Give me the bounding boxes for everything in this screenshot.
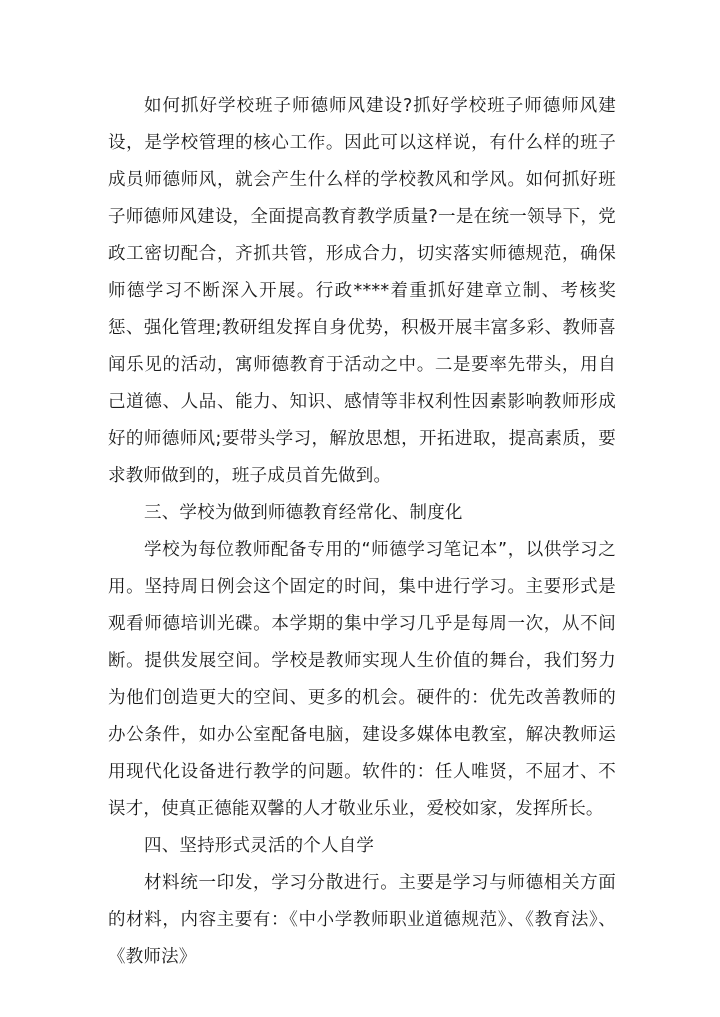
paragraph-section-4: 材料统一印发，学习分散进行。主要是学习与师德相关方面的材料，内容主要有：《中小学教师职业道德规范》、《教育法》、《教师法》 (108, 873, 616, 967)
section-heading-3: 三、学校为做到师德教育经常化、制度化 (144, 503, 463, 523)
document-page (108, 88, 616, 976)
paragraph-section-3: 学校为每位教师配备专用的“师德学习笔记本”，以供学习之用。坚持周日例会这个固定的时间，集中进行学习。主要形式是观看师德培训光碟。本学期的集中学习几乎是每周一次，从不间断。提供发展空间。学校是教师实现人生价值的舞台，我们努力为他们创造更大的空间、更多的机会。硬件的：优先改善教师的办公条件，如办公室配备电脑，建设多媒体电教室，解决教师运用现代化设备进行教学的问题。软件的：任人唯贤，不屈才、不误才，使真正德能双馨的人才敬业乐业，爱校如家，发挥所长。 (108, 540, 616, 819)
paragraph-class-leadership: 如何抓好学校班子师德师风建设?抓好学校班子师德师风建设，是学校管理的核心工作。因此可以这样说，有什么样的班子成员师德师风，就会产生什么样的学校教风和学风。如何抓好班子师德师风建设，全面提高教育教学质量?一是在统一领导下，党政工密切配合，齐抓共管，形成合力，切实落实师德规范，确保师德学习不断深入开展。行政****着重抓好建章立制、考核奖惩、强化管理;教研组发挥自身优势，积极开展丰富多彩、教师喜闻乐见的活动，寓师德教育于活动之中。二是要率先带头，用自己道德、人品、能力、知识、感情等非权利性因素影响教师形成好的师德师风;要带头学习，解放思想，开拓进取，提高素质，要求教师做到的，班子成员首先做到。 (108, 96, 616, 486)
section-heading-4: 四、坚持形式灵活的个人自学 (144, 836, 375, 856)
